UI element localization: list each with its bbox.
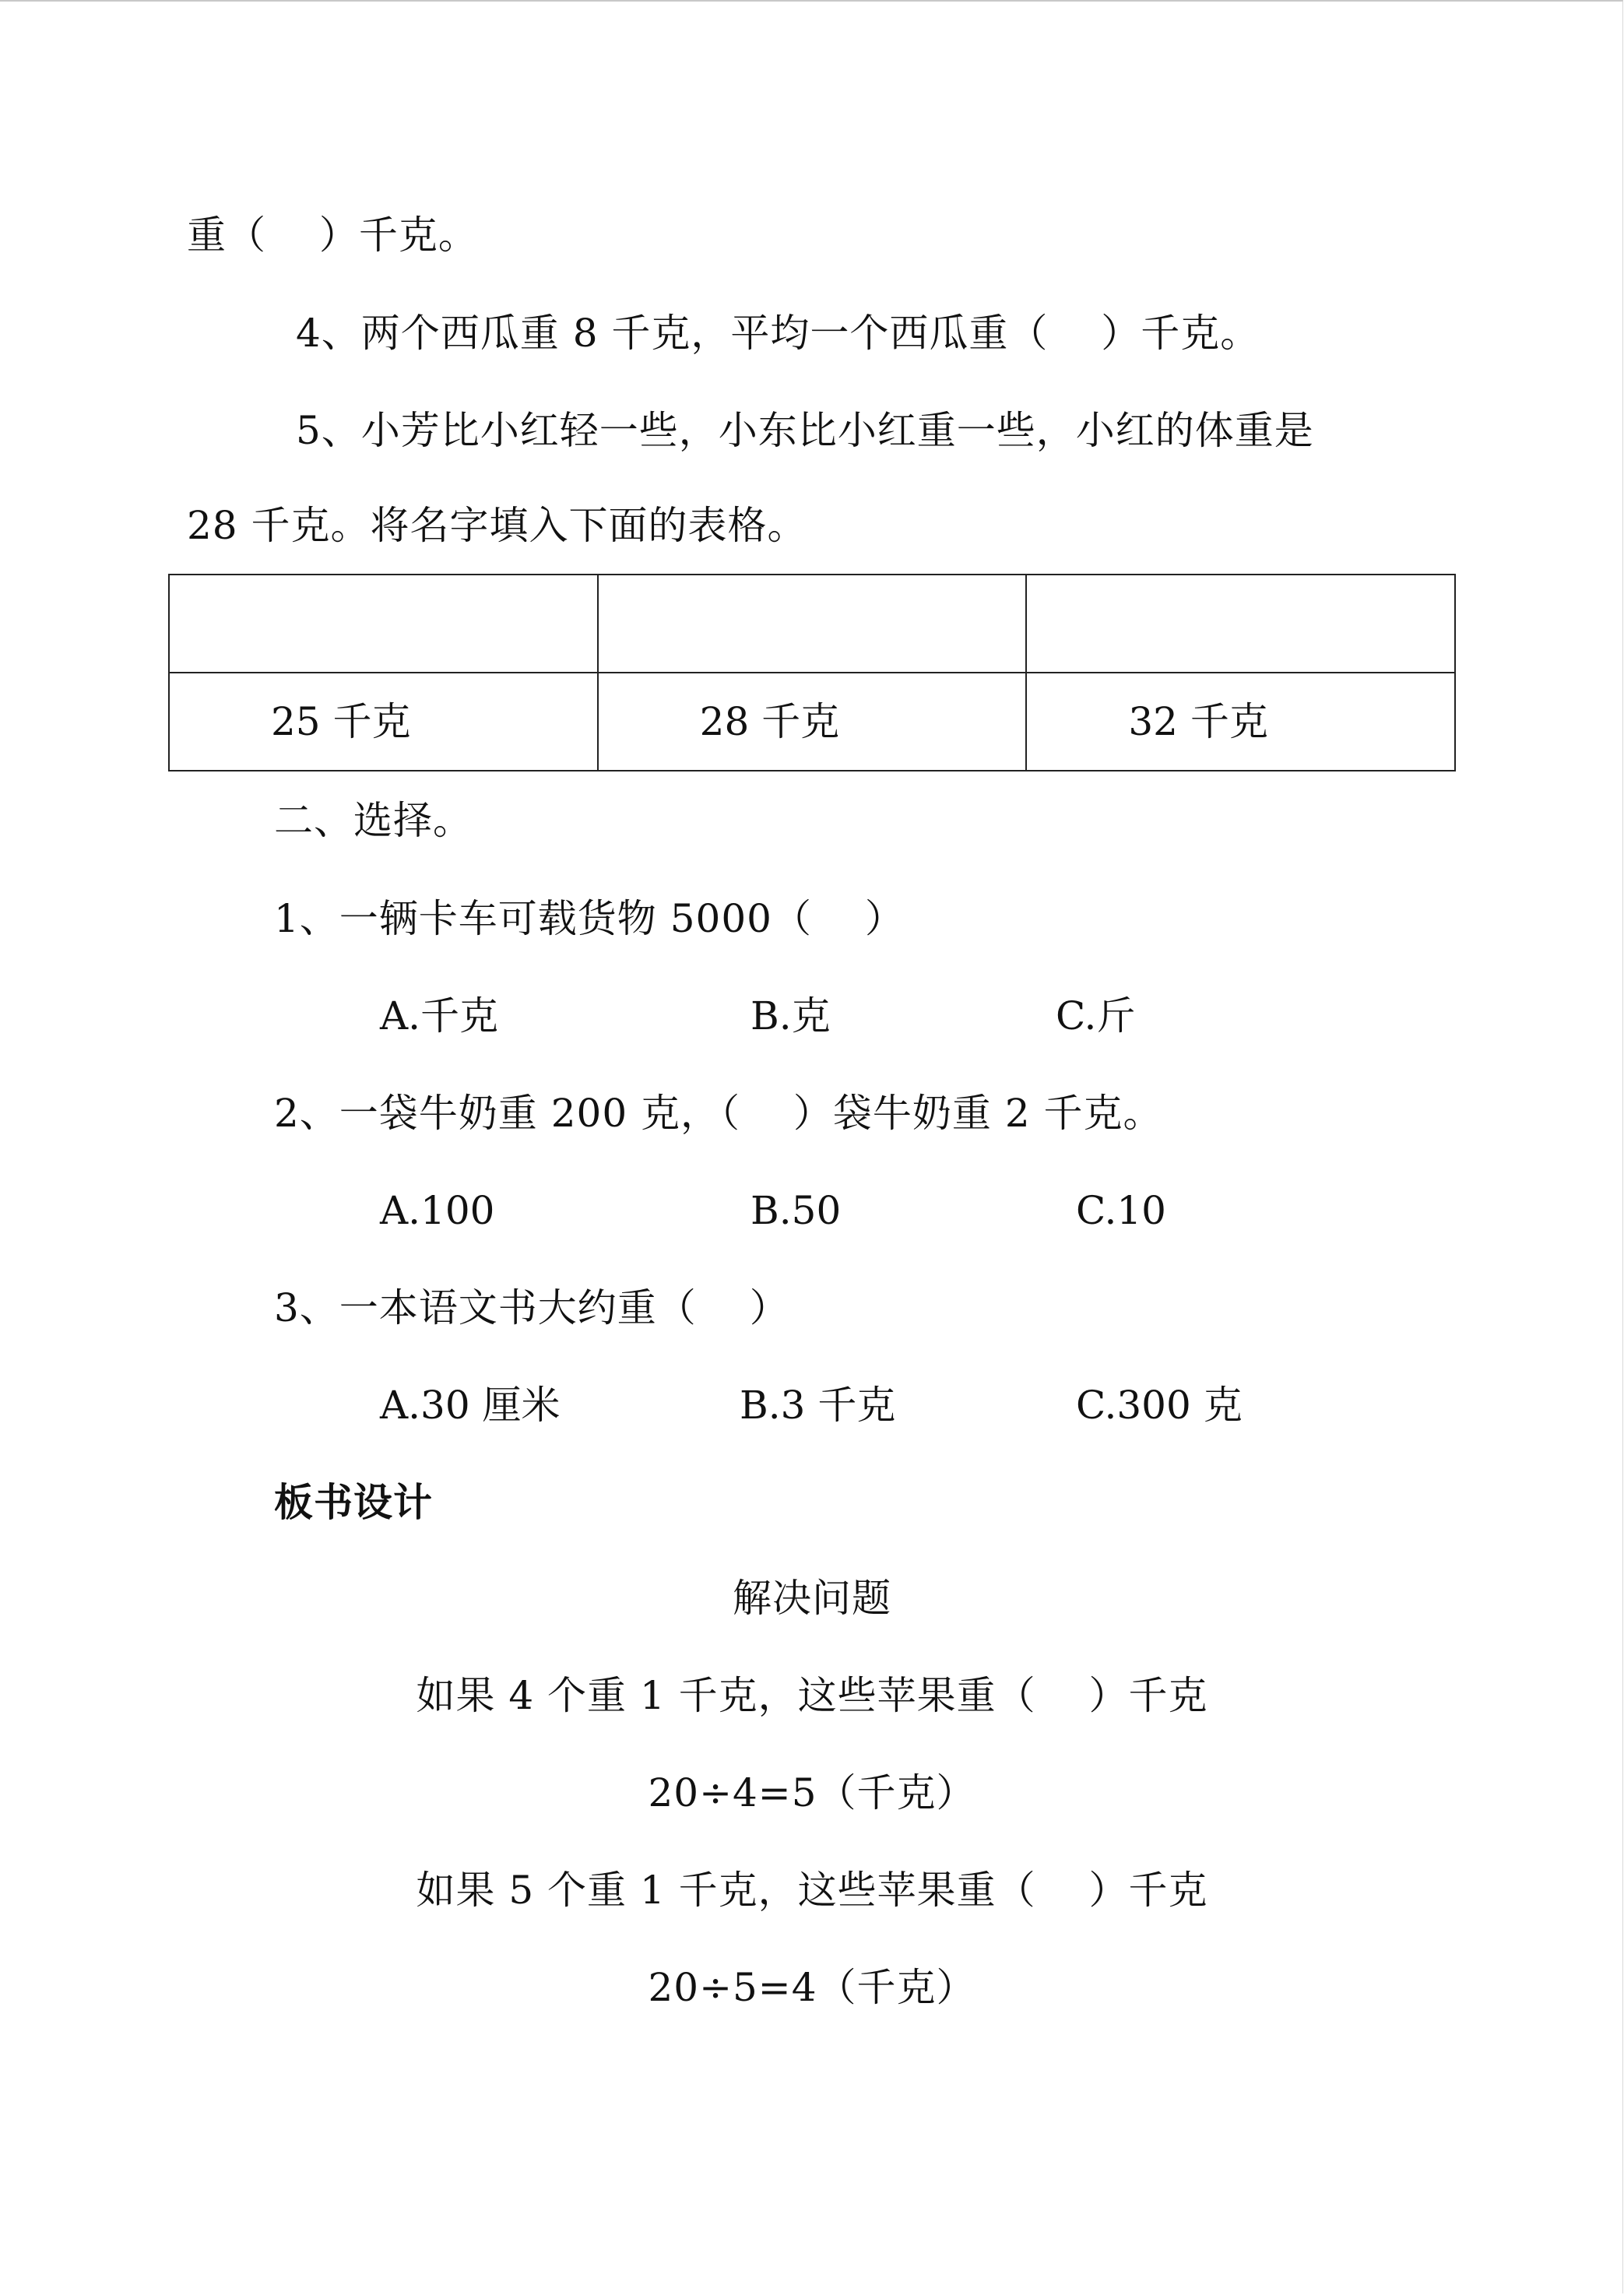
question-4: 4、两个西瓜重 8 千克，平均一个西瓜重（ ）千克。 — [296, 311, 1260, 356]
weight-cell-2 — [598, 673, 1027, 771]
choice-1-option-b: B.克 — [750, 993, 831, 1039]
choice-3-option-b: B.3 千克 — [740, 1383, 896, 1428]
choice-3-option-a: A.30 厘米 — [380, 1383, 561, 1428]
choice-question-2: 2、一袋牛奶重 200 克，（ ）袋牛奶重 2 千克。 — [274, 1091, 1163, 1136]
name-cell-2[interactable] — [598, 575, 1027, 673]
table-row-names — [169, 575, 1455, 673]
board-title: 解决问题 — [733, 1576, 891, 1621]
table-row-weights — [169, 673, 1455, 771]
choice-question-3: 3、一本语文书大约重（ ） — [274, 1285, 789, 1330]
weight-cell-1 — [169, 673, 598, 771]
board-line-1: 如果 4 个重 1 千克，这些苹果重（ ）千克 — [416, 1673, 1208, 1718]
choice-1-option-a: A.千克 — [380, 993, 499, 1039]
choice-3-option-c: C.300 克 — [1076, 1383, 1243, 1428]
choice-question-1: 1、一辆卡车可载货物 5000（ ） — [274, 896, 905, 941]
board-line-3: 如果 5 个重 1 千克，这些苹果重（ ）千克 — [416, 1868, 1208, 1913]
name-cell-3[interactable] — [1026, 575, 1455, 673]
choice-2-option-c: C.10 — [1076, 1188, 1166, 1233]
name-cell-1[interactable] — [169, 575, 598, 673]
board-line-4: 20÷5=4（千克） — [648, 1965, 976, 2010]
weight-value-1: 25 千克 — [271, 699, 411, 744]
board-line-2: 20÷4=5（千克） — [648, 1770, 976, 1815]
choice-1-option-c: C.斤 — [1056, 993, 1136, 1039]
choice-2-option-a: A.100 — [380, 1188, 495, 1233]
choice-heading: 二、选择。 — [274, 798, 473, 843]
question-5-line-2: 28 千克。将名字填入下面的表格。 — [187, 503, 807, 548]
choice-2-option-b: B.50 — [750, 1188, 842, 1233]
weight-value-3: 32 千克 — [1128, 699, 1268, 744]
weight-table — [168, 574, 1456, 771]
question-3-tail: 重（ ）千克。 — [187, 213, 478, 258]
weight-cell-3 — [1026, 673, 1455, 771]
question-5-line-1: 5、小芳比小红轻一些，小东比小红重一些，小红的体重是 — [296, 408, 1314, 453]
weight-value-2: 28 千克 — [699, 699, 840, 744]
board-heading: 板书设计 — [274, 1480, 433, 1525]
